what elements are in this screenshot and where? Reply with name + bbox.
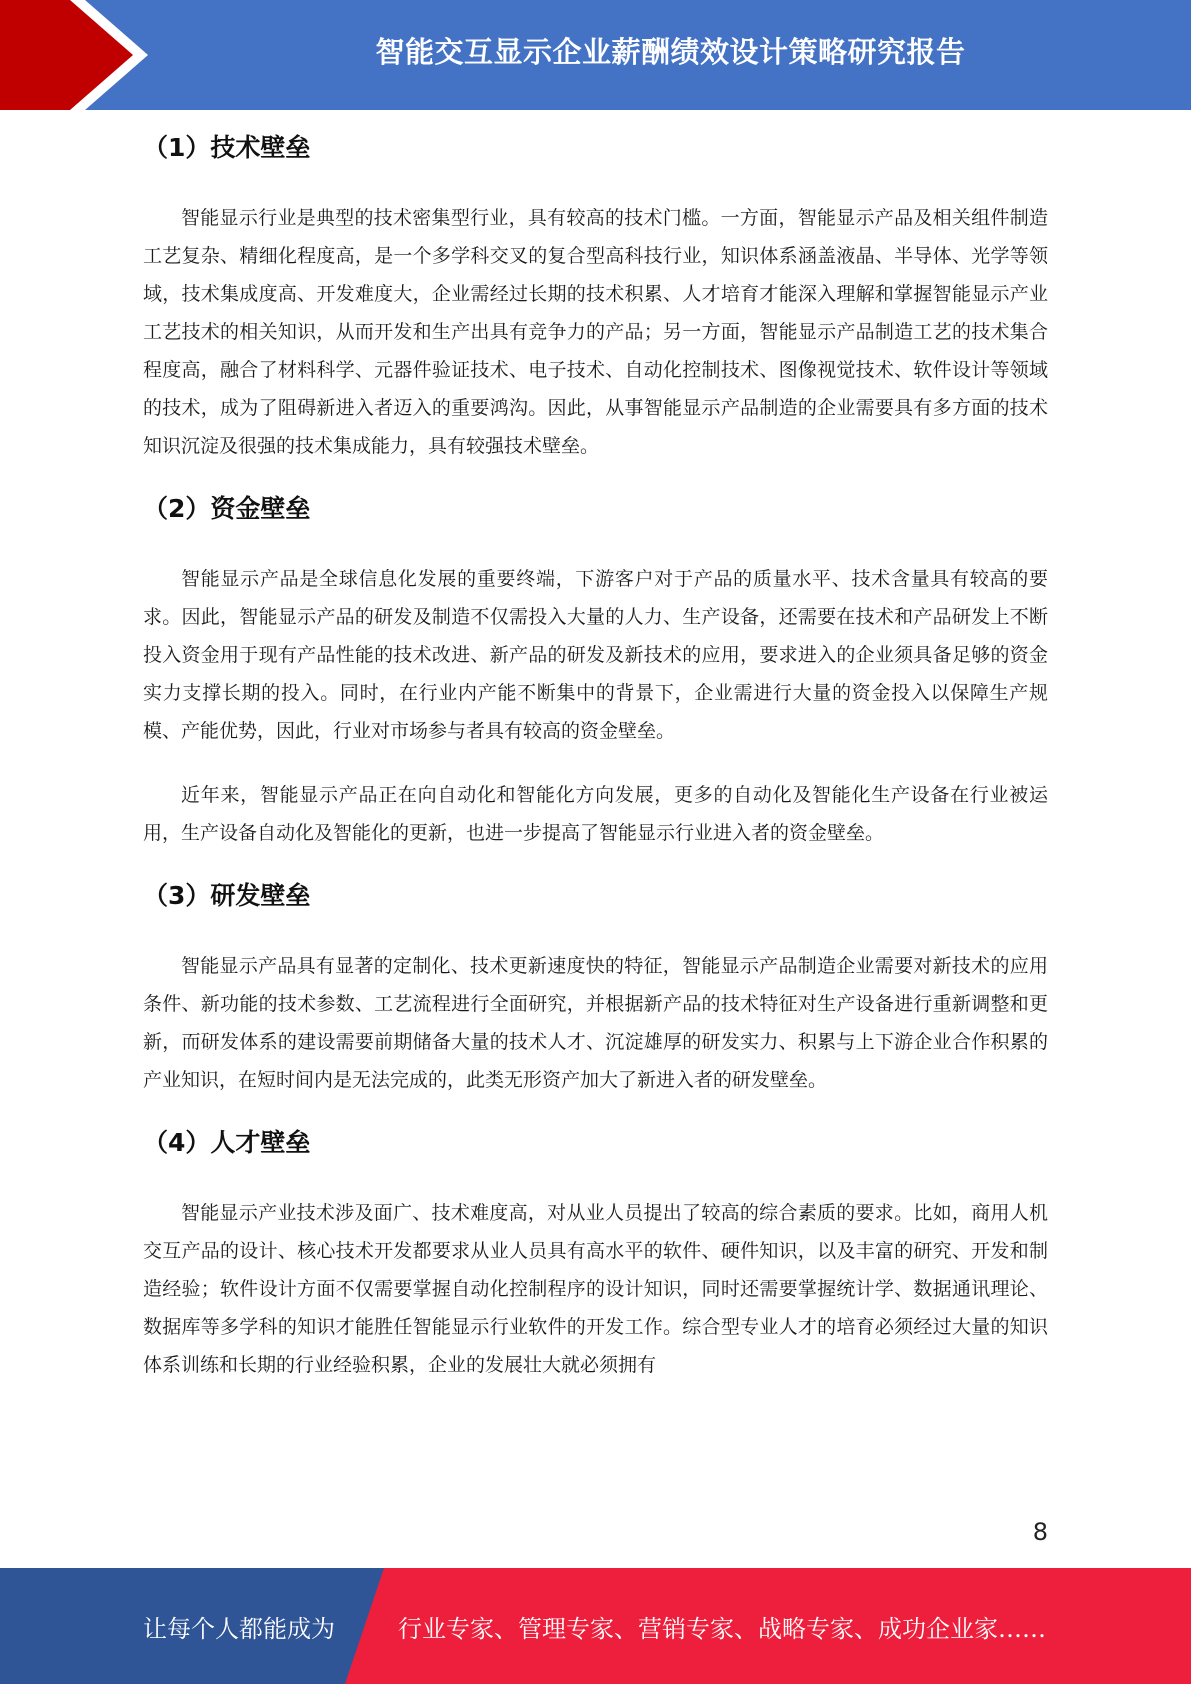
body-paragraph: 智能显示产品是全球信息化发展的重要终端，下游客户对于产品的质量水平、技术含量具有较高的要求。因此，智能显示产品的研发及制造不仅需投入大量的人力、生产设备，还需要在技术和产品研发上不断投入资金用于现有产品性能的技术改进、新产品的研发及新技术的应用，要求进入的企业须具备足够的资金实力支撑长期的投入。同时，在行业内产能不断集中的背景下，企业需进行大量的资金投入以保障生产规模、产能优势，因此，行业对市场参与者具有较高的资金壁垒。 xyxy=(143,568,1048,742)
section-heading: （2）资金壁垒 xyxy=(143,494,311,523)
report-title: 智能交互显示企业薪酬绩效设计策略研究报告 xyxy=(375,34,966,69)
document-body xyxy=(143,118,1048,1410)
page-header xyxy=(0,0,1191,110)
body-paragraph: 智能显示行业是典型的技术密集型行业，具有较高的技术门槛。一方面，智能显示产品及相关组件制造工艺复杂、精细化程度高，是一个多学科交叉的复合型高科技行业，知识体系涵盖液晶、半导体、光学等领域，技术集成度高、开发难度大，企业需经过长期的技术积累、人才培育才能深入理解和掌握智能显示产业工艺技术的相关知识，从而开发和生产出具有竞争力的产品；另一方面，智能显示产品制造工艺的技术集合程度高，融合了材料科学、元器件验证技术、电子技术、自动化控制技术、图像视觉技术、软件设计等领域的技术，成为了阻碍新进入者迈入的重要鸿沟。因此，从事智能显示产品制造的企业需要具有多方面的技术知识沉淀及很强的技术集成能力，具有较强技术壁垒。 xyxy=(143,207,1048,457)
section-heading: （3）研发壁垒 xyxy=(143,881,311,910)
body-paragraph: 智能显示产品具有显著的定制化、技术更新速度快的特征，智能显示产品制造企业需要对新技术的应用条件、新功能的技术参数、工艺流程进行全面研究，并根据新产品的技术特征对生产设备进行重新调整和更新，而研发体系的建设需要前期储备大量的技术人才、沉淀雄厚的研发实力、积累与上下游企业合作积累的产业知识，在短时间内是无法完成的，此类无形资产加大了新进入者的研发壁垒。 xyxy=(143,955,1048,1091)
section-heading: （4）人才壁垒 xyxy=(143,1128,311,1157)
footer-roles: 行业专家、管理专家、营销专家、战略专家、成功企业家…… xyxy=(398,1614,1046,1643)
footer-slogan: 让每个人都能成为 xyxy=(143,1614,335,1643)
section-heading: （1）技术壁垒 xyxy=(143,133,311,162)
body-paragraph: 近年来，智能显示产品正在向自动化和智能化方向发展，更多的自动化及智能化生产设备在行业被运用，生产设备自动化及智能化的更新，也进一步提高了智能显示行业进入者的资金壁垒。 xyxy=(143,784,1048,844)
page-number: 8 xyxy=(1032,1518,1048,1546)
body-paragraph: 智能显示产业技术涉及面广、技术难度高，对从业人员提出了较高的综合素质的要求。比如，商用人机交互产品的设计、核心技术开发都要求从业人员具有高水平的软件、硬件知识，以及丰富的研究、开发和制造经验；软件设计方面不仅需要掌握自动化控制程序的设计知识，同时还需要掌握统计学、数据通讯理论、数据库等多学科的知识才能胜任智能显示行业软件的开发工作。综合型专业人才的培育必须经过大量的知识体系训练和长期的行业经验积累，企业的发展壮大就必须拥有 xyxy=(143,1202,1048,1376)
page-footer xyxy=(0,1568,1191,1684)
